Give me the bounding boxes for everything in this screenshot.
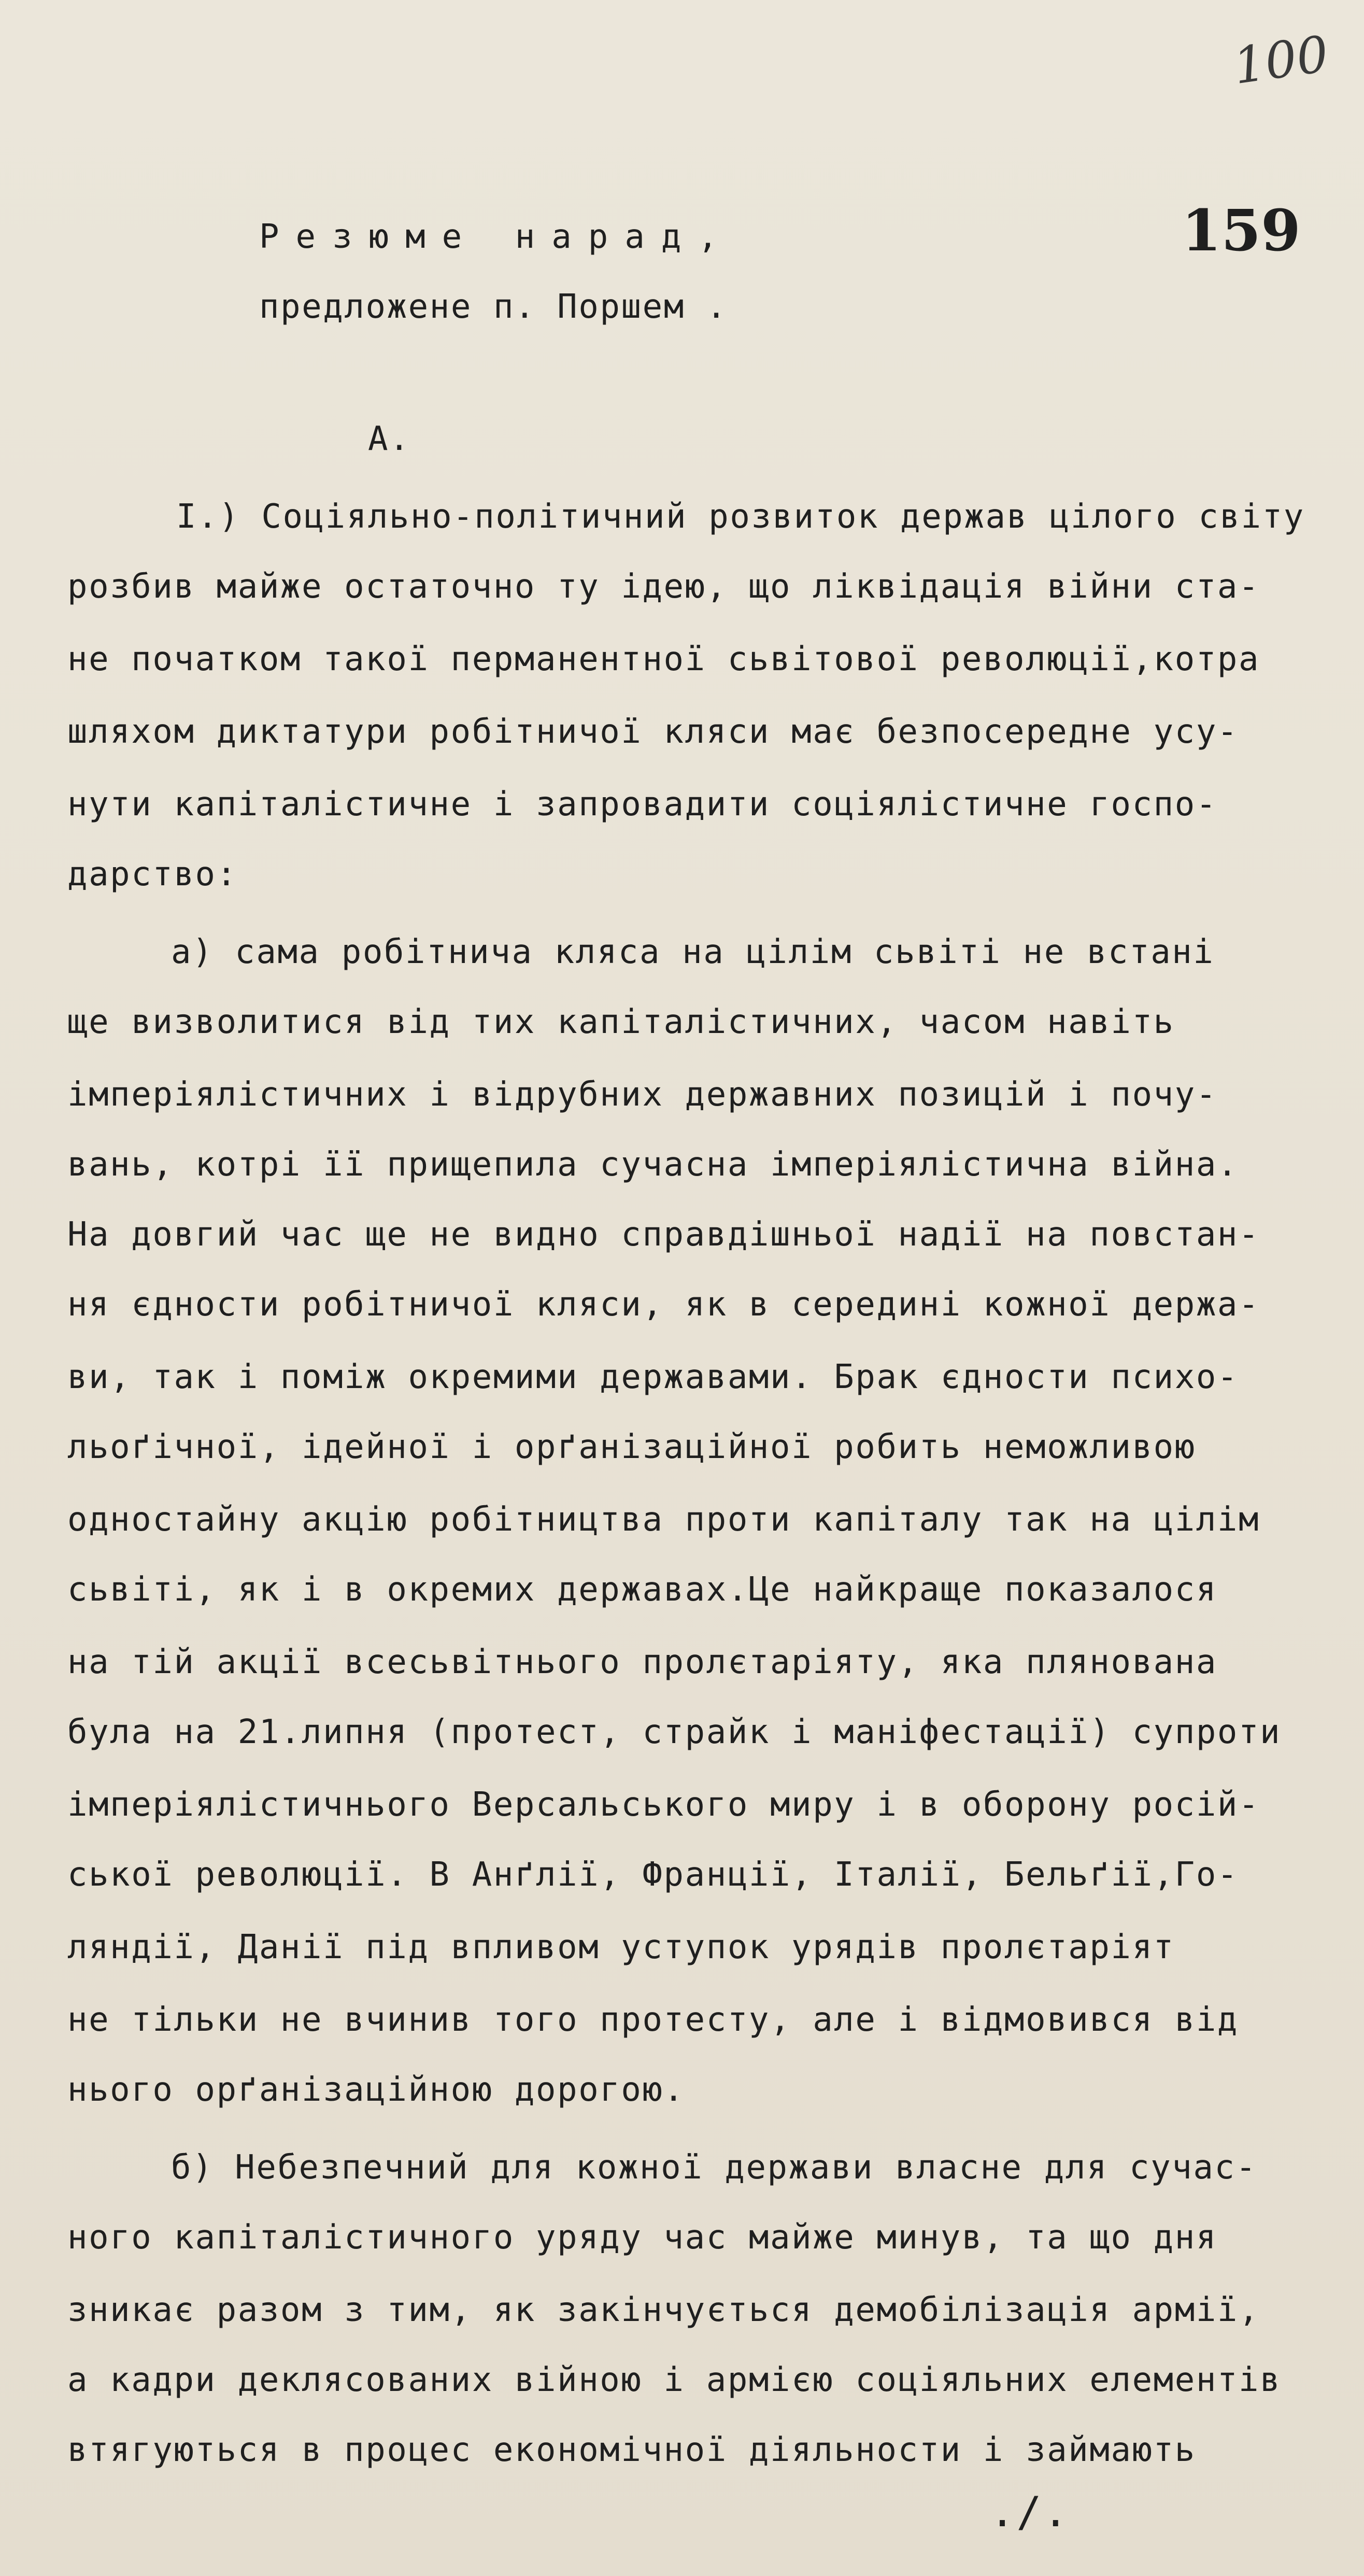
document-title: Резюме нарад, — [259, 218, 734, 256]
section-letter: А. — [368, 420, 411, 458]
body-line: ляндії, Данії під впливом уступок урядів пролєтаріят — [67, 1928, 1175, 1966]
body-line: а) сама робітнича кляса на цілім сьвіті не встані — [171, 933, 1215, 971]
body-line: ня єдности робітничої кляси, як в середині кожної держа- — [67, 1285, 1260, 1324]
body-line: ської революції. В Анґлії, Франції, Італії, Бельґії,Го- — [67, 1856, 1239, 1894]
body-line: ви, так і поміж окремими державами. Брак єдности психо- — [67, 1358, 1239, 1396]
body-line: імперіялістичнього Версальського миру і в оборону росій- — [67, 1786, 1260, 1824]
body-line: сьвіті, як і в окремих державах.Це найкраще показалося — [67, 1570, 1217, 1609]
body-line: була на 21.липня (протест, страйк і маніфестації) супроти — [67, 1713, 1282, 1751]
body-line: на тій акції всесьвітнього пролєтаріяту, яка плянована — [67, 1643, 1217, 1681]
folio-number: 159 — [1182, 197, 1301, 264]
body-line: ного капіталістичного уряду час майже минув, та що дня — [67, 2218, 1217, 2257]
body-line: не початком такої перманентної сьвітової революції,котра — [67, 640, 1260, 678]
body-line: розбив майже остаточно ту ідею, що ліквідація війни ста- — [67, 568, 1260, 606]
body-line: шляхом диктатури робітничої кляси має безпосередне усу- — [67, 713, 1239, 751]
body-line: І.) Соціяльно-політичний розвиток держав цілого світу — [176, 498, 1305, 536]
body-line: імперіялістичних і відрубних державних позицій і почу- — [67, 1075, 1217, 1114]
body-line: одностайну акцію робітництва проти капіталу так на цілім — [67, 1501, 1260, 1539]
body-line: нути капіталістичне і запровадити соціялістичне госпо- — [67, 785, 1217, 824]
body-line: втягуються в процес економічної діяльности і займають — [67, 2431, 1196, 2469]
body-line: На довгий час ще не видно справдішньої надії на повстан- — [67, 1215, 1260, 1254]
archive-number: 100 — [1230, 24, 1332, 96]
body-line: зникає разом з тим, як закінчується демобілізація армії, — [67, 2291, 1260, 2329]
body-line: вань, котрі її прищепила сучасна імперіялістична війна. — [67, 1145, 1239, 1184]
body-line: дарство: — [67, 855, 238, 894]
body-line: а кадри деклясованих війною і армією соціяльних елементів — [67, 2361, 1282, 2399]
body-line: ще визволитися від тих капіталістичних, часом навіть — [67, 1003, 1175, 1041]
body-line: льоґічної, ідейної і орґанізаційної робить неможливою — [67, 1428, 1196, 1466]
body-line: б) Небезпечний для кожної держави власне для сучас- — [171, 2148, 1257, 2187]
continuation-mark: ./. — [990, 2488, 1070, 2536]
document-subtitle: предложене п. Поршем . — [259, 288, 728, 326]
body-line: нього орґанізаційною дорогою. — [67, 2071, 685, 2109]
body-line: не тільки не вчинив того протесту, але і відмовився від — [67, 2001, 1239, 2039]
